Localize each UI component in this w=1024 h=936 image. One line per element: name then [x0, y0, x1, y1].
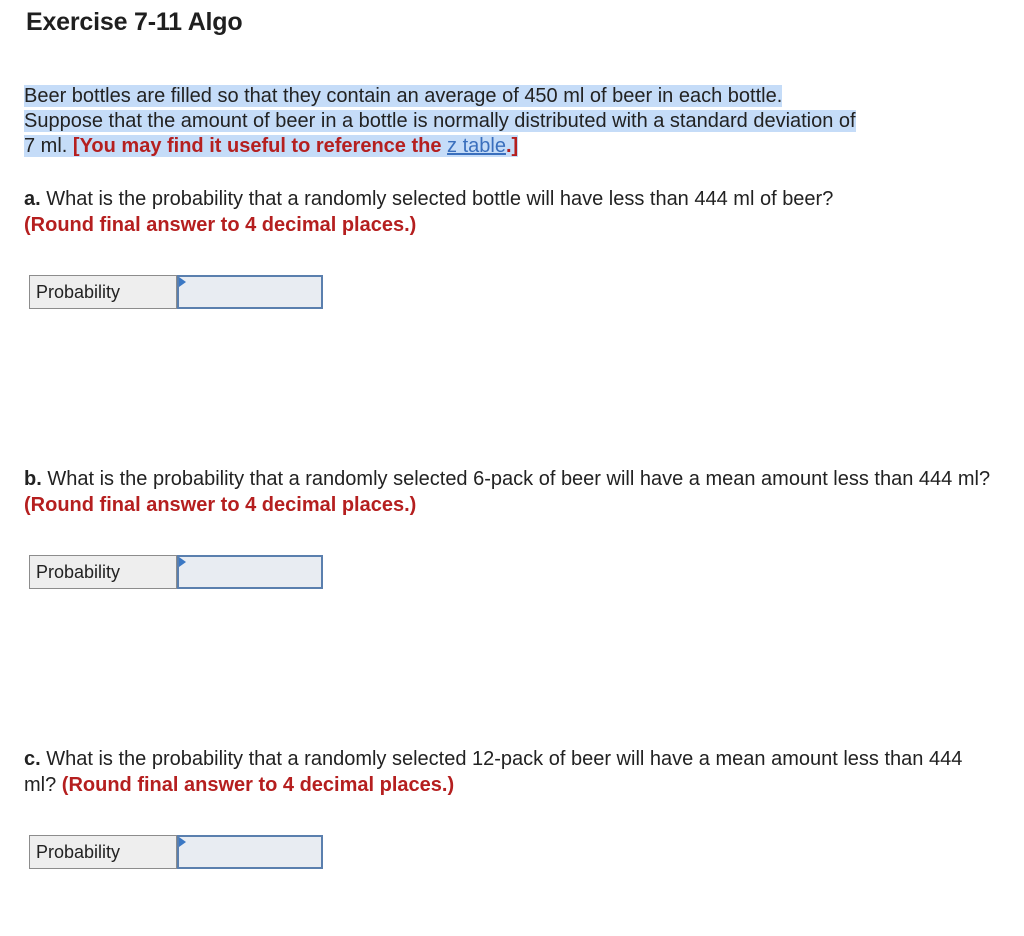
- intro-line-1: Beer bottles are filled so that they contain an average of 450 ml of beer in each bottle.: [24, 85, 783, 107]
- question-b-text: What is the probability that a randomly selected 6-pack of beer will have a mean amount less than 444 ml?: [47, 468, 991, 490]
- answer-a-input[interactable]: [177, 275, 323, 309]
- answer-c-field-wrap: [177, 835, 323, 869]
- answer-b-field-wrap: [177, 555, 323, 589]
- question-a-text: What is the probability that a randomly selected bottle will have less than 444 ml of beer?: [46, 188, 834, 210]
- reference-note: [73, 135, 518, 157]
- z-table-link[interactable]: z table: [447, 135, 506, 157]
- input-flag-icon: [179, 837, 186, 847]
- question-b: [24, 466, 994, 518]
- question-b-letter: b.: [24, 468, 42, 490]
- reference-suffix: .]: [505, 135, 519, 157]
- answer-a-field-wrap: [177, 275, 323, 309]
- question-a-letter: a.: [24, 188, 41, 210]
- input-flag-icon: [179, 277, 186, 287]
- problem-statement: [24, 84, 994, 159]
- question-a-note: (Round final answer to 4 decimal places.): [24, 214, 417, 236]
- answer-b-label: Probability: [29, 555, 177, 589]
- answer-c-input[interactable]: [177, 835, 323, 869]
- question-c-note: (Round final answer to 4 decimal places.): [61, 774, 455, 796]
- answer-c-label: Probability: [29, 835, 177, 869]
- answer-row-a: [29, 275, 323, 309]
- intro-line-2: Suppose that the amount of beer in a bottle is normally distributed with a standard deviation of: [24, 110, 856, 132]
- question-c-letter: c.: [24, 748, 41, 770]
- intro-line-3: 7 ml.: [24, 135, 68, 157]
- answer-a-label: Probability: [29, 275, 177, 309]
- question-b-note: (Round final answer to 4 decimal places.): [24, 494, 417, 516]
- answer-row-c: [29, 835, 323, 869]
- question-c-text: What is the probability that a randomly selected 12-pack of beer will have a mean amount less than 444 ml?: [24, 748, 963, 796]
- answer-row-b: [29, 555, 323, 589]
- answer-b-input[interactable]: [177, 555, 323, 589]
- input-flag-icon: [179, 557, 186, 567]
- question-c: [24, 746, 994, 798]
- question-a: [24, 186, 994, 238]
- reference-prefix: [You may find it useful to reference the: [72, 135, 442, 157]
- exercise-title: Exercise 7-11 Algo: [26, 8, 243, 36]
